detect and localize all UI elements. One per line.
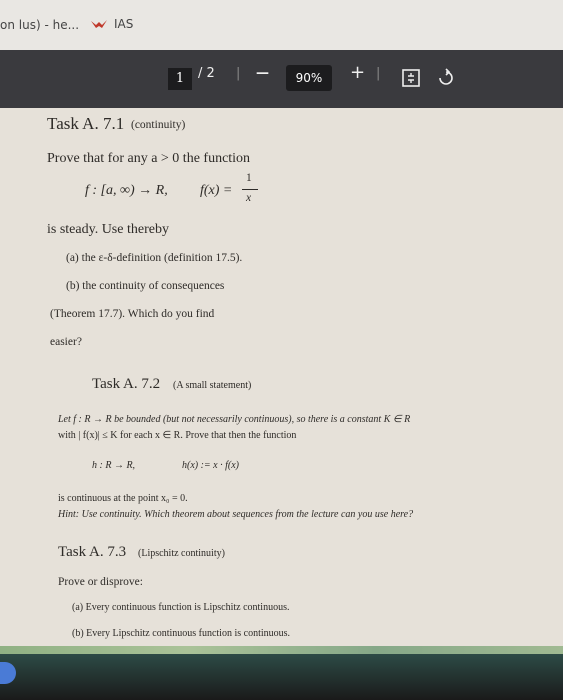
task-7-2-title: Task A. 7.2 bbox=[92, 376, 161, 392]
bird-icon bbox=[90, 18, 108, 30]
text-line: Prove or disprove: bbox=[58, 576, 143, 588]
formula-numerator: 1 bbox=[246, 172, 252, 184]
formula-left: h : R → R, bbox=[92, 460, 136, 471]
task-7-1-title: Task A. 7.1 bbox=[47, 114, 125, 133]
list-item: (b) Every Lipschitz continuous function is continuous. bbox=[72, 628, 291, 639]
pdf-page bbox=[0, 108, 563, 654]
taskbar bbox=[0, 654, 563, 700]
text-line: Let f : R → R be bounded (but not necessarily continuous), so there is a constant K ∈ R bbox=[58, 414, 411, 425]
hint-line: Hint: Use continuity. Which theorem about sequences from the lecture can you use here? bbox=[58, 509, 414, 520]
text-line: Prove that for any a > 0 the function bbox=[47, 151, 251, 166]
text-line: is continuous at the point x₀ = 0. bbox=[58, 493, 188, 504]
screen-edge bbox=[0, 646, 563, 654]
zoom-out-button[interactable]: — bbox=[256, 66, 269, 81]
bookmark-ias[interactable] bbox=[90, 17, 133, 31]
task-7-3-title: Task A. 7.3 bbox=[58, 544, 127, 560]
bookmark-item[interactable]: on lus) - he... bbox=[0, 18, 80, 32]
formula-right: h(x) := x · f(x) bbox=[182, 460, 239, 471]
page-number-input[interactable]: 1 bbox=[168, 68, 192, 90]
toolbar-divider-2: | bbox=[376, 66, 381, 81]
bookmarks-bar bbox=[0, 0, 563, 50]
fraction-bar bbox=[242, 189, 258, 190]
list-item: (a) Every continuous function is Lipschitz continuous. bbox=[72, 602, 290, 613]
formula-left: f : [a, ∞) → R, bbox=[85, 183, 168, 198]
toolbar-divider: | bbox=[236, 66, 241, 81]
list-item: easier? bbox=[50, 336, 82, 348]
task-7-3-subtitle: (Lipschitz continuity) bbox=[138, 548, 225, 559]
task-7-2-subtitle: (A small statement) bbox=[173, 380, 252, 391]
zoom-level[interactable]: 90% bbox=[286, 65, 332, 91]
text-line: with | f(x)| ≤ K for each x ∈ R. Prove that then the function bbox=[58, 430, 297, 441]
fit-page-icon[interactable] bbox=[402, 69, 420, 87]
text-line: is steady. Use thereby bbox=[47, 222, 169, 237]
bookmark-label: IAS bbox=[114, 17, 134, 31]
formula-denominator: x bbox=[246, 192, 252, 204]
list-item: (a) the ε-δ-definition (definition 17.5). bbox=[66, 252, 243, 264]
zoom-in-button[interactable]: + bbox=[350, 62, 366, 83]
list-item: (Theorem 17.7). Which do you find bbox=[50, 308, 215, 320]
task-7-1-subtitle: (continuity) bbox=[131, 119, 186, 131]
list-item: (b) the continuity of consequences bbox=[66, 280, 225, 292]
rotate-icon[interactable] bbox=[436, 68, 456, 88]
formula-right: f(x) = bbox=[200, 183, 233, 198]
page-total: / 2 bbox=[198, 66, 215, 81]
app-icon[interactable] bbox=[0, 662, 16, 684]
pdf-toolbar bbox=[0, 50, 563, 108]
